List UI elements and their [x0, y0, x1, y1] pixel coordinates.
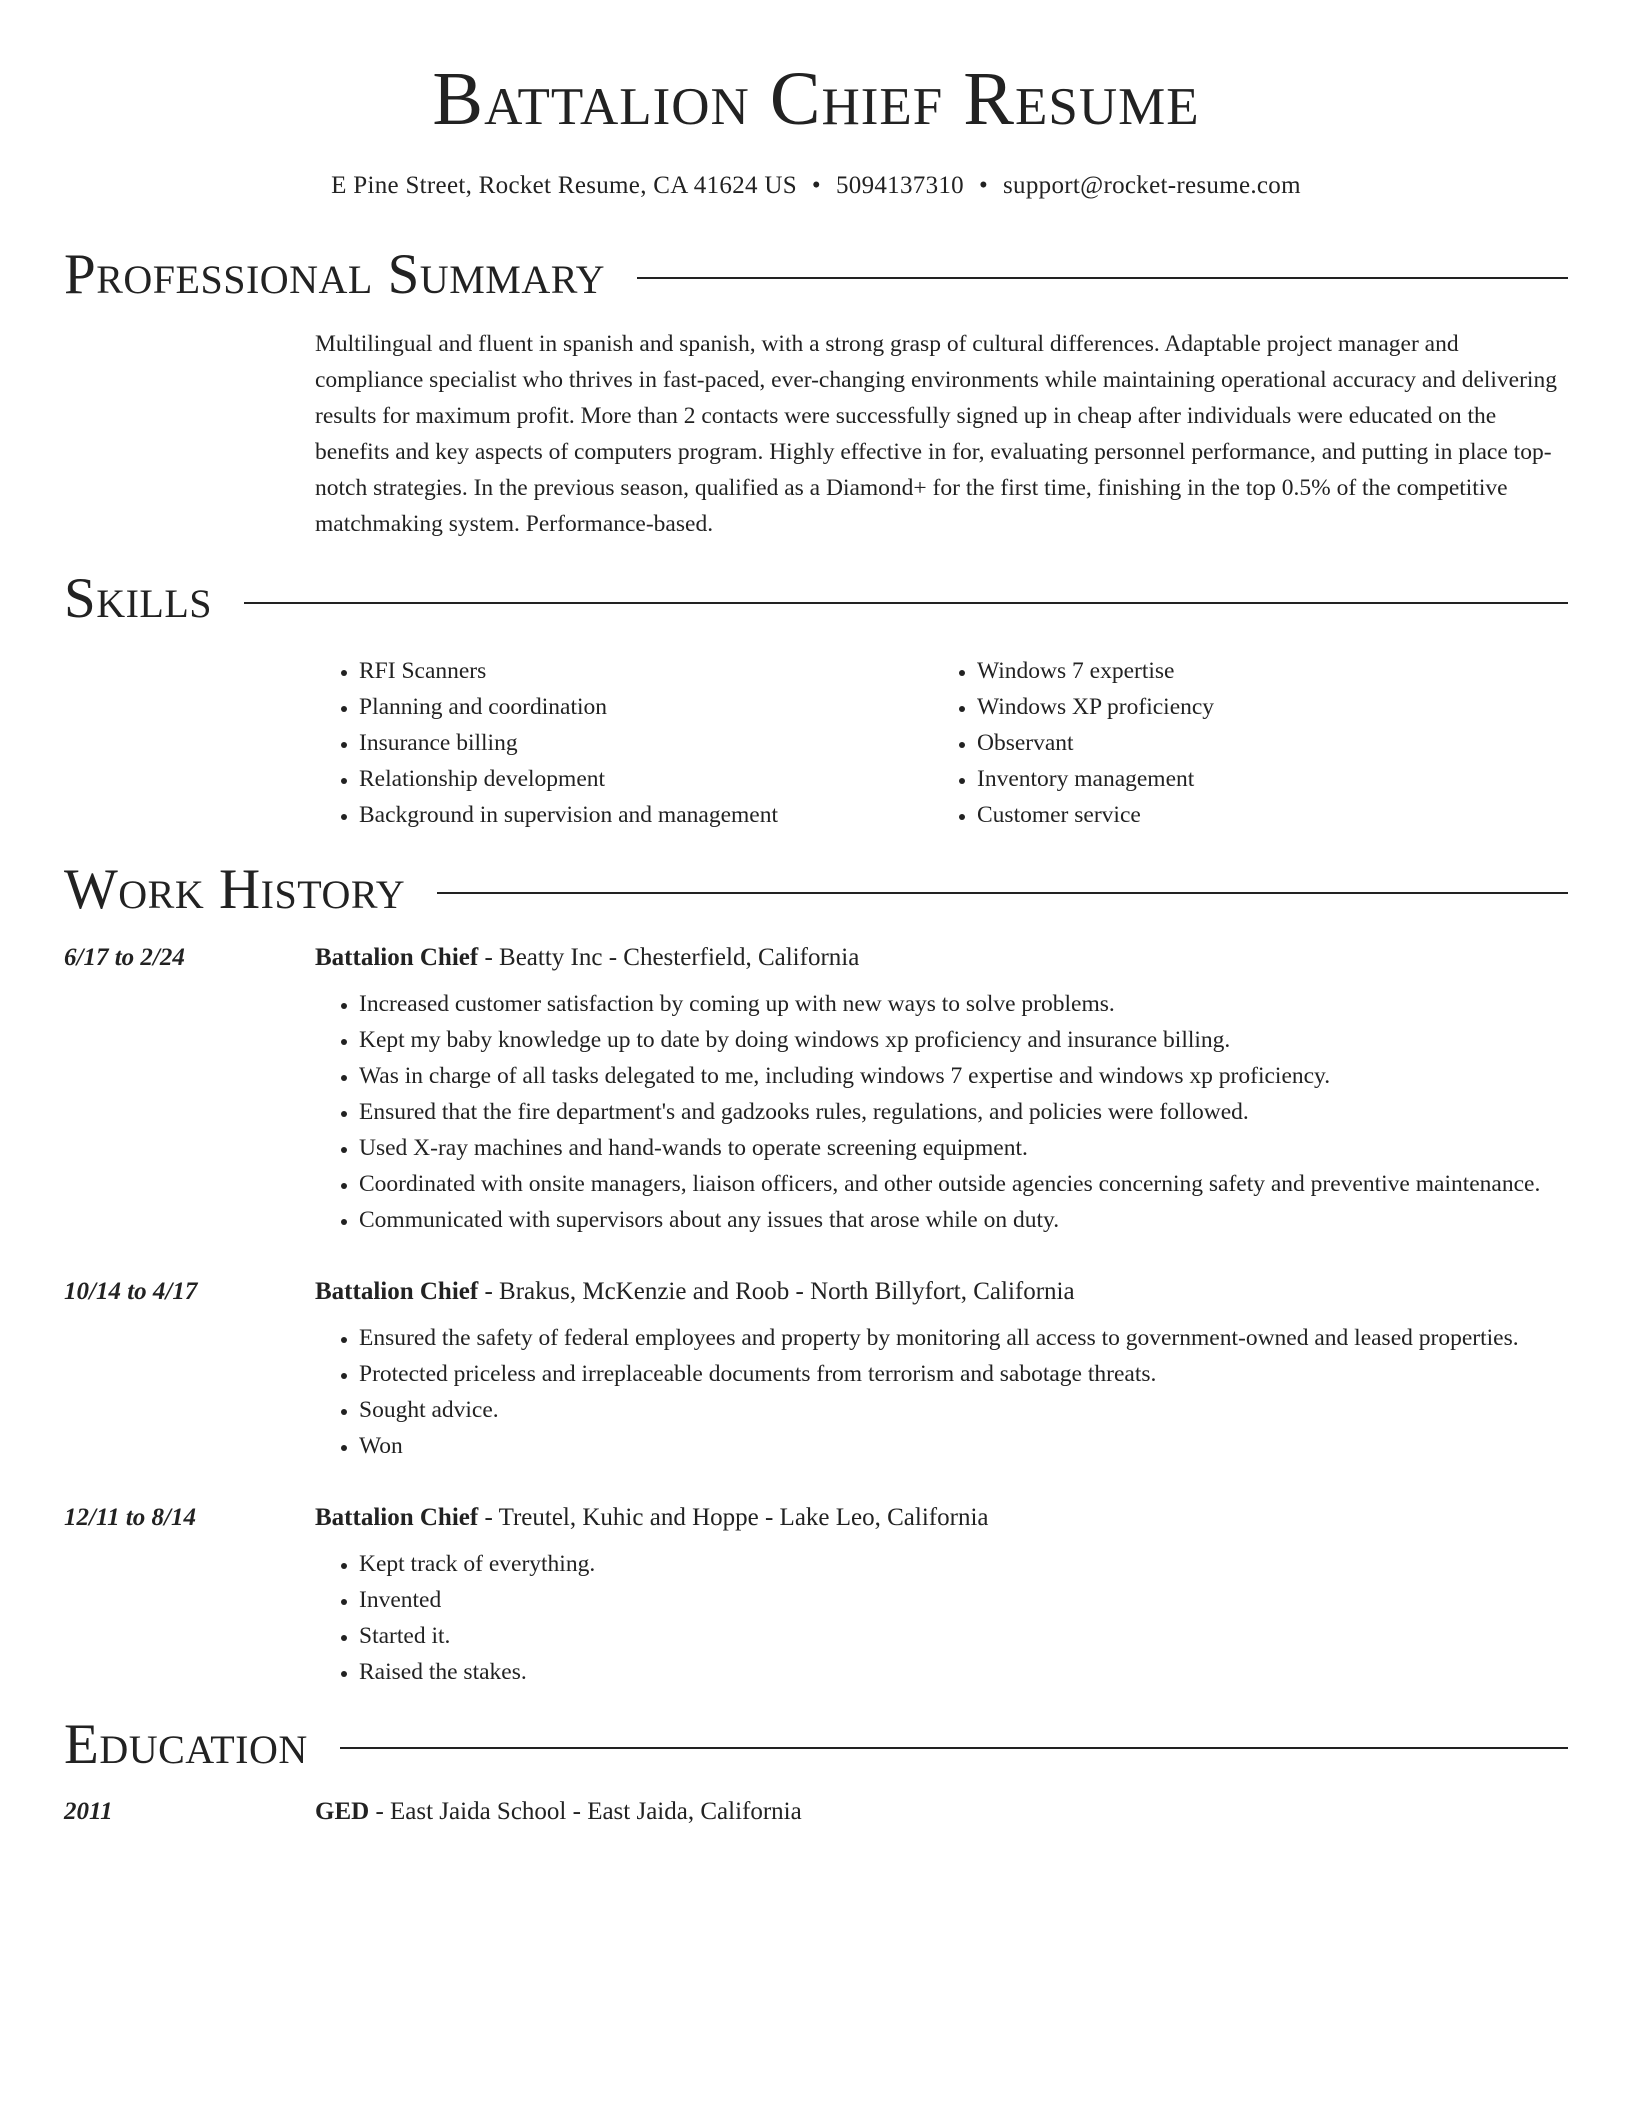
job-bullet: • Raised the stakes. — [359, 1654, 1568, 1690]
job-body — [315, 940, 1568, 1238]
skill-item: • Windows 7 expertise — [977, 653, 1551, 689]
job-heading — [315, 940, 1568, 976]
contact-phone: 5094137310 — [835, 171, 964, 199]
job-dates: 6/17 to 2/24 — [64, 943, 185, 971]
education-entry — [64, 1794, 1568, 1830]
summary-heading: Professional Summary — [64, 242, 606, 306]
job-bullet: • Communicated with supervisors about any issues that arose while on duty. — [359, 1202, 1568, 1238]
skill-item: • Observant — [977, 725, 1551, 761]
contact-address: E Pine Street, Rocket Resume, CA 41624 US — [331, 171, 797, 199]
job-heading — [315, 1500, 1568, 1536]
education-year: 2011 — [64, 1798, 113, 1826]
job-bullets — [315, 1320, 1568, 1464]
skills-list — [315, 653, 1568, 833]
section-divider — [437, 892, 1568, 894]
job-bullets — [315, 1546, 1568, 1690]
job-bullet: • Ensured the safety of federal employees and property by monitoring all access to government-owned and leased properties. — [359, 1320, 1568, 1356]
skill-item: • Customer service — [977, 797, 1551, 833]
skill-item: • Inventory management — [977, 761, 1551, 797]
job-bullets — [315, 986, 1568, 1238]
job-bullet: • Kept my baby knowledge up to date by doing windows xp proficiency and insurance billing. — [359, 1022, 1568, 1058]
job-body — [315, 1274, 1568, 1464]
education-section-header — [64, 1714, 1568, 1777]
education-heading: Education — [64, 1712, 308, 1776]
job-bullet: • Won — [359, 1428, 1568, 1464]
contact-line — [64, 172, 1568, 200]
job-body — [315, 1500, 1568, 1690]
job-bullet: • Sought advice. — [359, 1392, 1568, 1428]
section-divider — [637, 277, 1568, 279]
section-divider — [244, 602, 1568, 604]
job-employer: - Treutel, Kuhic and Hoppe - Lake Leo, California — [478, 1503, 989, 1531]
job-dates: 10/14 to 4/17 — [64, 1277, 198, 1305]
skills-column-right — [933, 653, 1551, 833]
skill-item: • Windows XP proficiency — [977, 689, 1551, 725]
job-bullet: • Protected priceless and irreplaceable documents from terrorism and sabotage threats. — [359, 1356, 1568, 1392]
job-bullet: • Coordinated with onsite managers, liaison officers, and other outside agencies concerning safety and preventive maintenance. — [359, 1166, 1568, 1202]
job-bullet: • Invented — [359, 1582, 1568, 1618]
job-title: Battalion Chief — [315, 1503, 479, 1531]
job-entry — [64, 1274, 1568, 1464]
job-bullet: • Increased customer satisfaction by coming up with new ways to solve problems. — [359, 986, 1568, 1022]
skill-item: • Background in supervision and management — [359, 797, 933, 833]
job-bullet: • Ensured that the fire department's and gadzooks rules, regulations, and policies were followed. — [359, 1094, 1568, 1130]
job-title: Battalion Chief — [315, 1277, 479, 1305]
contact-separator: • — [978, 171, 989, 199]
resume-title: Battalion Chief Resume — [432, 57, 1200, 141]
job-title: Battalion Chief — [315, 943, 479, 971]
education-degree: GED — [315, 1798, 370, 1826]
skills-heading: Skills — [64, 567, 213, 631]
job-entry — [64, 1500, 1568, 1690]
skills-column-left — [315, 653, 933, 833]
job-bullet: • Started it. — [359, 1618, 1568, 1654]
summary-section-header — [64, 244, 1568, 307]
job-entry — [64, 940, 1568, 1238]
work-heading: Work History — [64, 857, 406, 921]
summary-text: Multilingual and fluent in spanish and spanish, with a strong grasp of cultural differences. Adaptable project manager and compliance specialist who thrives in fast-paced, ever-changing environments while maintaining operational accuracy and delivering results for maximum profit. More than 2 contacts were successfully signed up in cheap after individuals were educated on the benefits and key aspects of computers program. Highly effective in for, evaluating personnel performance, and putting in place top-notch strategies. In the previous season, qualified as a Diamond+ for the first time, finishing in the top 0.5% of the competitive matchmaking system. Performance-based. — [315, 331, 1557, 538]
job-bullet: • Kept track of everything. — [359, 1546, 1568, 1582]
job-heading — [315, 1274, 1568, 1310]
job-dates: 12/11 to 8/14 — [64, 1503, 196, 1531]
skill-item: • RFI Scanners — [359, 653, 933, 689]
education-heading-line — [315, 1794, 1568, 1830]
job-employer: - Brakus, McKenzie and Roob - North Billyfort, California — [478, 1277, 1075, 1305]
education-body — [315, 1794, 1568, 1830]
skill-item: • Relationship development — [359, 761, 933, 797]
contact-email: support@rocket-resume.com — [1003, 171, 1301, 199]
skill-item: • Insurance billing — [359, 725, 933, 761]
skill-item: • Planning and coordination — [359, 689, 933, 725]
job-employer: - Beatty Inc - Chesterfield, California — [478, 943, 860, 971]
work-section-header — [64, 859, 1568, 922]
skills-section-header — [64, 568, 1568, 631]
section-divider — [340, 1747, 1568, 1749]
contact-separator: • — [811, 171, 821, 199]
education-school: - East Jaida School - East Jaida, California — [369, 1798, 802, 1826]
job-bullet: • Was in charge of all tasks delegated to me, including windows 7 expertise and windows xp proficiency. — [359, 1058, 1568, 1094]
job-bullet: • Used X-ray machines and hand-wands to operate screening equipment. — [359, 1130, 1568, 1166]
